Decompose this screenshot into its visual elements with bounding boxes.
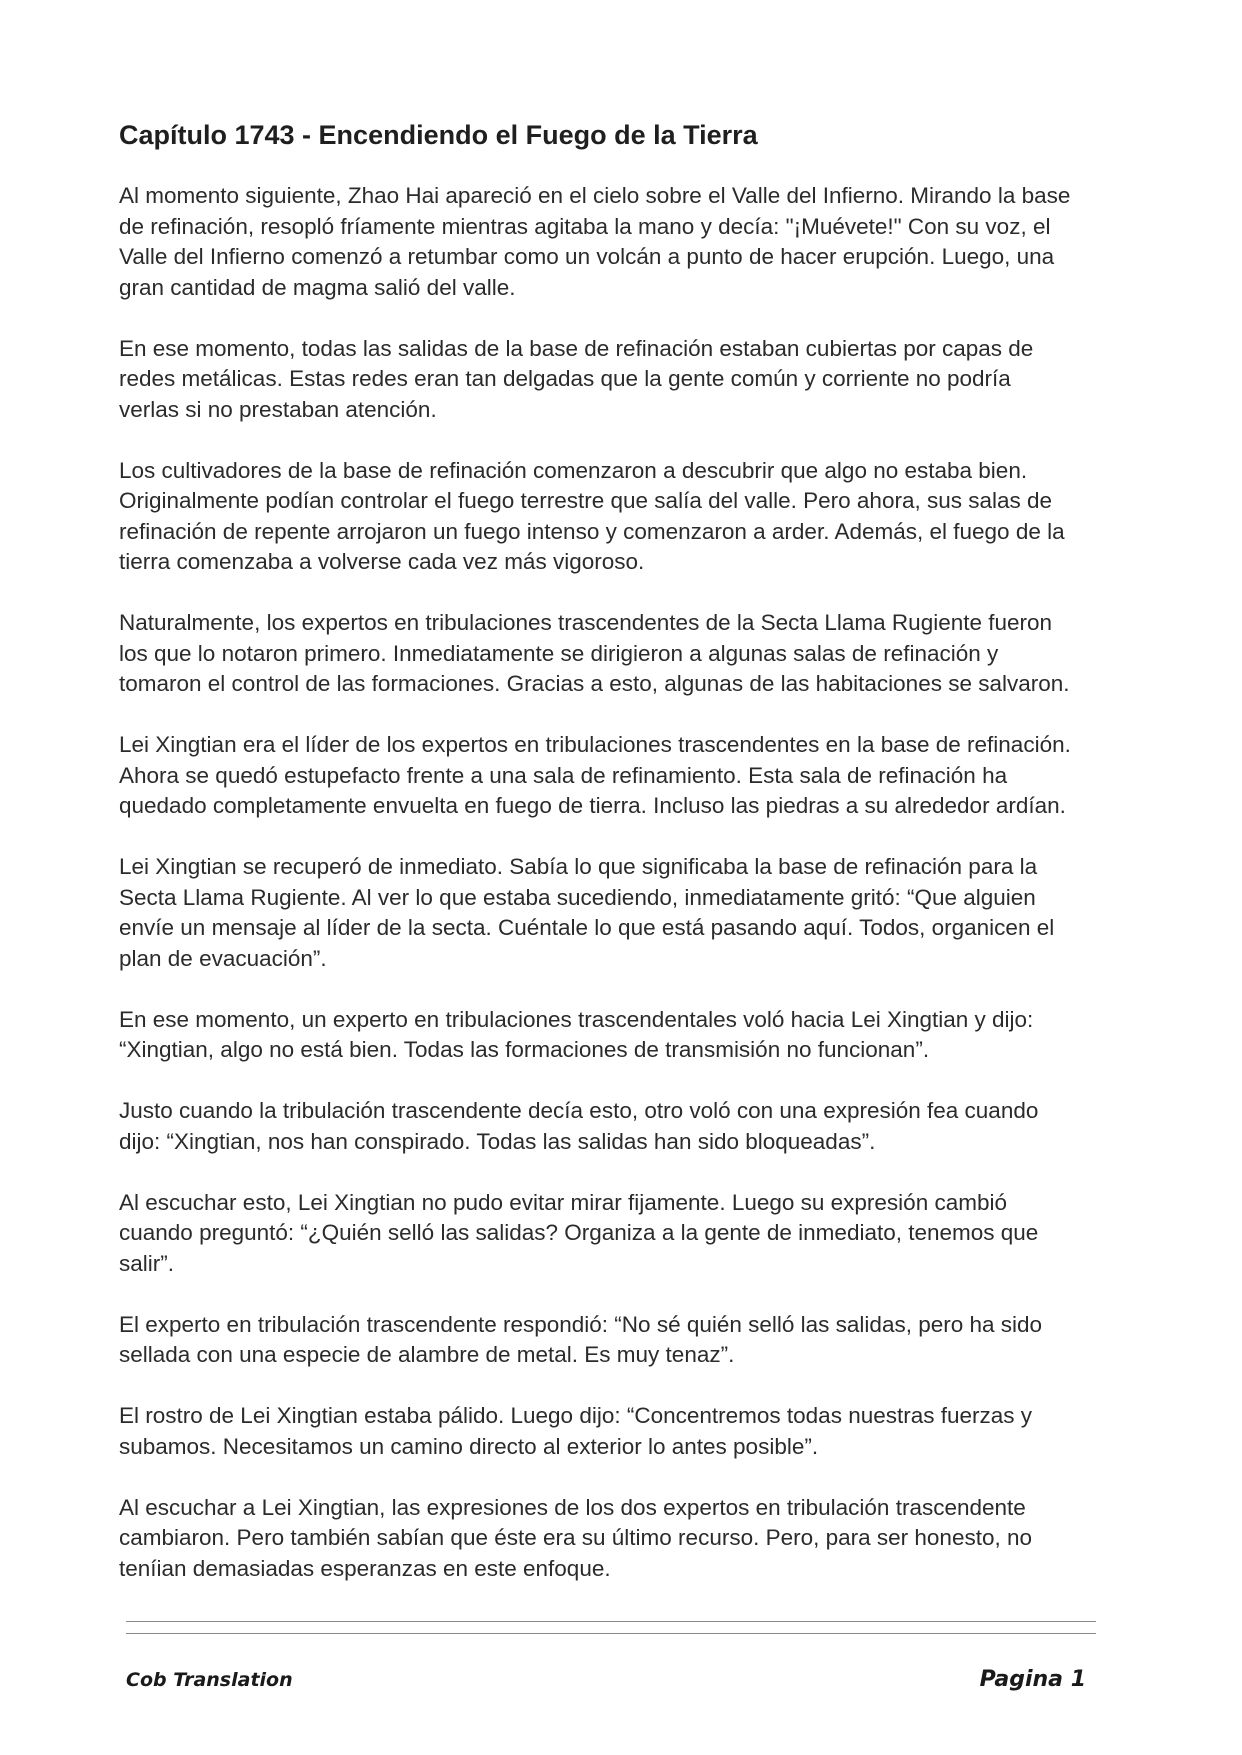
paragraph-1: Al momento siguiente, Zhao Hai apareció en el cielo sobre el Valle del Infierno. Mirando la base de refinación, resopló fríamente mientras agitaba la mano y decía: "¡Muévete!" Con su voz, el Valle del Infierno comenzó a retumbar como un volcán a punto de hacer erupción. Luego, una gran cantidad de magma salió del valle.	[119, 183, 1071, 300]
paragraph-7: En ese momento, un experto en tribulaciones trascendentales voló hacia Lei Xingtian y dijo: “Xingtian, algo no está bien. Todas las formaciones de transmisión no funcionan”.	[119, 1006, 1034, 1062]
paragraph-9: Al escuchar esto, Lei Xingtian no pudo evitar mirar fijamente. Luego su expresión cambió cuando preguntó: “¿Quién selló las salidas? Organiza a la gente de inmediato, tenemos que salir”.	[119, 1189, 1039, 1276]
footer-divider-bottom	[126, 1633, 1096, 1634]
paragraph-11: El rostro de Lei Xingtian estaba pálido. Luego dijo: “Concentremos todas nuestras fuerzas y subamos. Necesitamos un camino directo al exterior lo antes posible”.	[119, 1403, 1033, 1459]
paragraph-6: Lei Xingtian se recuperó de inmediato. Sabía lo que significaba la base de refinación para la Secta Llama Rugiente. Al ver lo que estaba sucediendo, inmediatamente gritó: “Que alguien envíe un mensaje al líder de la secta. Cuéntale lo que está pasando aquí. Todos, organicen el plan de evacuación”.	[119, 854, 1055, 971]
paragraph-12: Al escuchar a Lei Xingtian, las expresiones de los dos expertos en tribulación trascendente cambiaron. Pero también sabían que éste era su último recurso. Pero, para ser honesto, no teníian demasiadas esperanzas en este enfoque.	[119, 1494, 1033, 1581]
paragraph-2: En ese momento, todas las salidas de la base de refinación estaban cubiertas por capas de redes metálicas. Estas redes eran tan delgadas que la gente común y corriente no podría verlas si no prestaban atención.	[119, 335, 1034, 422]
chapter-body	[119, 181, 1119, 1615]
paragraph-4: Naturalmente, los expertos en tribulaciones trascendentes de la Secta Llama Rugiente fueron los que lo notaron primero. Inmediatamente se dirigieron a algunas salas de refinación y tomaron el control de las formaciones. Gracias a esto, algunas de las habitaciones se salvaron.	[119, 610, 1070, 696]
footer-divider-top	[126, 1621, 1096, 1622]
paragraph-5: Lei Xingtian era el líder de los expertos en tribulaciones trascendentes en la base de refinación. Ahora se quedó estupefacto frente a una sala de refinamiento. Esta sala de refinación ha quedado completamente envuelta en fuego de tierra. Incluso las piedras a su alrededor ardían.	[119, 732, 1071, 818]
chapter-title: Capítulo 1743 - Encendiendo el Fuego de la Tierra	[119, 120, 758, 150]
paragraph-3: Los cultivadores de la base de refinación comenzaron a descubrir que algo no estaba bien. Originalmente podían controlar el fuego terrestre que salía del valle. Pero ahora, sus salas de refinación de repente arrojaron un fuego intenso y comenzaron a arder. Además, el fuego de la tierra comenzaba a volverse cada vez más vigoroso.	[119, 457, 1065, 574]
paragraph-10: El experto en tribulación trascendente respondió: “No sé quién selló las salidas, pero ha sido sellada con una especie de alambre de metal. Es muy tenaz”.	[119, 1311, 1043, 1367]
paragraph-8: Justo cuando la tribulación trascendente decía esto, otro voló con una expresión fea cuando dijo: “Xingtian, nos han conspirado. Todas las salidas han sido bloqueadas”.	[119, 1098, 1039, 1154]
footer-translator-credit: Cob Translation	[126, 1669, 293, 1691]
footer-page-number: Pagina 1	[979, 1667, 1086, 1692]
